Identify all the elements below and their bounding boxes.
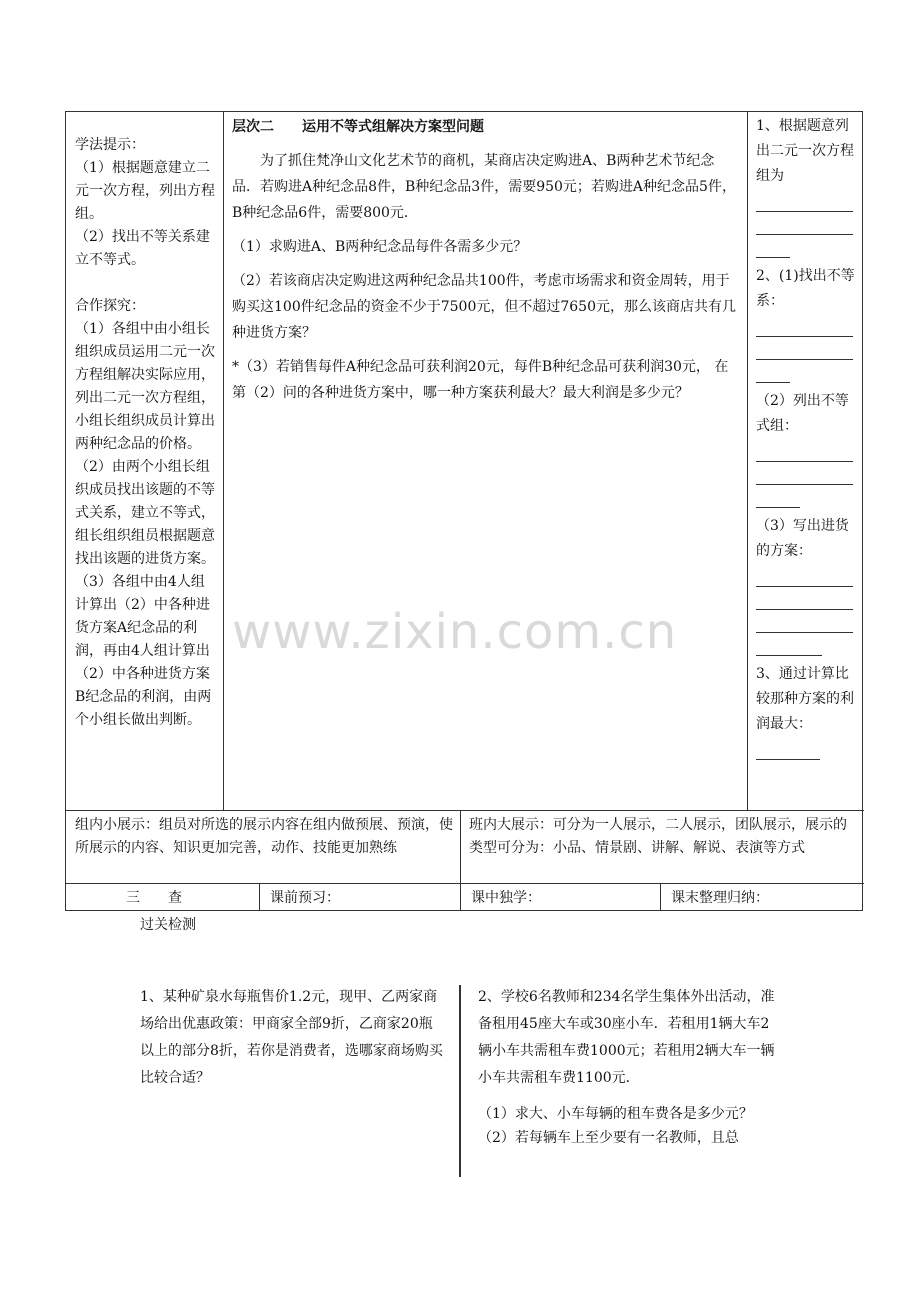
exercise-2 [478, 984, 783, 1150]
answer-blank[interactable] [756, 462, 853, 485]
problem-question: （2）若该商店决定购进这两种纪念品共100件，考虑市场需求和资金周转，用于购买这100件纪念品的资金不少于7500元，但不超过7650元，那么该商店共有几种进货方案？ [232, 273, 736, 341]
answer-prompt: 2、(1)找出不等系： [756, 268, 855, 309]
check-label: 三 查 [126, 890, 182, 906]
answer-blank[interactable] [756, 610, 853, 633]
answer-blank[interactable] [756, 633, 822, 656]
answer-column [756, 114, 856, 760]
in-class-label: 课中独学： [471, 890, 541, 906]
table-divider [660, 883, 661, 910]
table-divider [66, 810, 864, 811]
problem-column [232, 114, 742, 406]
answer-blank[interactable] [756, 485, 800, 508]
answer-blank[interactable] [756, 587, 853, 610]
answer-blank[interactable] [756, 564, 853, 587]
class-show-text: 班内大展示：可分为一人展示，二人展示，团队展示，展示的类型可分为：小品、情景剧、讲解、解说、表演等方式 [469, 817, 847, 856]
coop-item: （2）由两个小组长组织成员找出该题的不等式关系，建立不等式，组长组织组员根据题意找出该题的进货方案。 [75, 459, 215, 567]
watermark: www.zixin.com.cn [232, 604, 678, 660]
group-show-cell [75, 814, 455, 860]
coop-item: （1）各组中由小组长组织成员运用二元一次方程组解决实际应用，列出二元一次方程组，小组长组织成员计算出两种纪念品的价格。 [75, 321, 215, 452]
exercise-2-question: （2）若每辆车上至少要有一名教师，且总 [478, 1130, 739, 1146]
table-divider [223, 112, 224, 810]
hint-item: （2）找出不等关系建立不等式。 [75, 229, 210, 268]
table-divider [259, 883, 260, 910]
answer-blank[interactable] [756, 235, 790, 258]
problem-question: （1）求购进A、B两种纪念品每件各需多少元？ [232, 239, 528, 255]
answer-blank[interactable] [756, 314, 853, 337]
table-divider [66, 883, 864, 884]
table-divider [460, 810, 461, 910]
answer-blank[interactable] [756, 737, 820, 760]
answer-prompt: （2）列出不等式组： [756, 393, 849, 434]
hint-item: （1）根据题意建立二元一次方程，列出方程组。 [75, 160, 215, 222]
exercise-2-text: 2、学校6名教师和234名学生集体外出活动，准备租用45座大车或30座小车．若租用1辆大车2辆小车共需租车费1000元；若租用2辆大车一辆小车共需租车费1100元． [478, 989, 775, 1086]
class-show-cell [469, 814, 857, 860]
exercise-2-question: （1）求大、小车每辆的租车费各是多少元？ [478, 1106, 753, 1122]
hint-title: 学法提示： [75, 137, 145, 153]
exercise-1 [140, 984, 446, 1092]
column-separator [459, 985, 461, 1177]
answer-blank[interactable] [756, 360, 790, 383]
study-hints-column [75, 134, 215, 732]
exercise-1-text: 1、某种矿泉水每瓶售价1.2元，现甲、乙两家商场给出优惠政策：甲商家全部9折，乙商家20瓶以上的部分8折，若你是消费者，选哪家商场购买比较合适？ [140, 989, 443, 1086]
answer-prompt: （3）写出进货的方案： [756, 518, 849, 559]
lesson-table [65, 111, 863, 911]
after-class-label: 课末整理归纳： [671, 890, 769, 906]
spacer [75, 272, 215, 295]
answer-blank[interactable] [756, 337, 853, 360]
answer-prompt: 1、根据题意列出二元一次方程组为 [756, 118, 854, 184]
answer-blank[interactable] [756, 212, 853, 235]
answer-blank[interactable] [756, 189, 853, 212]
problem-heading: 层次二 运用不等式组解决方案型问题 [232, 119, 484, 135]
coop-item: （3）各组中由4人组计算出（2）中各种进货方案A纪念品的利润，再由4人组计算出（2）中各种进货方案B纪念品的利润，由两个小组长做出判断。 [75, 574, 212, 728]
pre-study-label: 课前预习： [270, 890, 340, 906]
section-title: 过关检测 [140, 917, 196, 933]
table-divider [747, 112, 748, 810]
problem-intro: 为了抓住梵净山文化艺术节的商机，某商店决定购进A、B两种艺术节纪念品．若购进A种纪念品8件，B种纪念品3件，需要950元；若购进A种纪念品5件，B种纪念品6件，需要800元． [232, 153, 736, 221]
answer-prompt: 3、通过计算比较那种方案的利润最大： [756, 666, 854, 732]
problem-question: *（3）若销售每件A种纪念品可获利润20元，每件B种纪念品可获利润30元， 在第（2）问的各种进货方案中，哪一种方案获利最大？最大利润是多少元？ [232, 359, 729, 401]
group-show-text: 组内小展示：组员对所选的展示内容在组内做预展、预演，使所展示的内容、知识更加完善，动作、技能更加熟练 [75, 817, 453, 856]
answer-blank[interactable] [756, 439, 853, 462]
coop-title: 合作探究： [75, 298, 145, 314]
